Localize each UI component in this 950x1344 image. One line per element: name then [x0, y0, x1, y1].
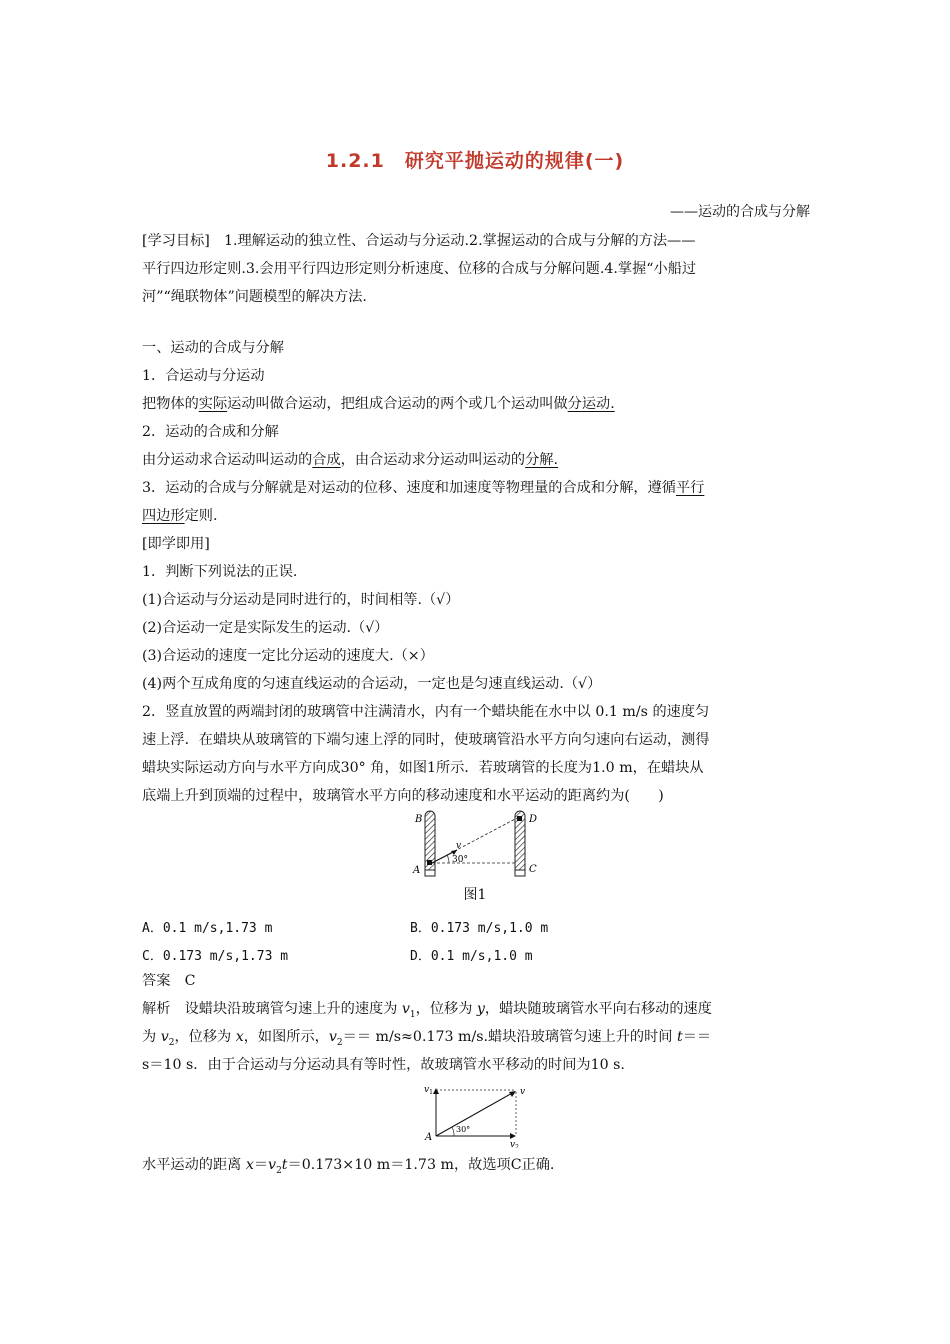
glass-tube-left: [425, 811, 435, 876]
option-d: D．0.1 m/s,1.0 m: [410, 949, 533, 964]
practice-heading: [即学即用]: [142, 536, 210, 552]
tube-base-left: [425, 870, 435, 876]
fill-blank: 平行: [675, 480, 705, 496]
v-arrow: [436, 1092, 514, 1136]
fill-blank: 实际: [198, 396, 228, 412]
item-title: 1．合运动与分运动: [142, 368, 265, 384]
question-2-line: 速上浮．在蜡块从玻璃管的下端匀速上浮的同时，使玻璃管沿水平方向匀速向右运动，测得: [142, 732, 710, 748]
label-d: D: [529, 814, 538, 825]
option-c: C．0.173 m/s,1.73 m: [142, 949, 289, 964]
question-2-line: 底端上升到顶端的过程中，玻璃管水平方向的移动速度和水平运动的距离约为( ): [142, 788, 664, 804]
angle-arc: [447, 855, 449, 863]
question-1: 1．判断下列说法的正误.: [142, 564, 298, 580]
item-body: 把物体的实际运动叫做合运动，把组成合运动的两个或几个运动叫做分运动.: [142, 396, 615, 412]
analysis-block: [142, 967, 812, 1079]
figure-1-caption: 图1: [463, 887, 487, 903]
section-heading: 一、运动的合成与分解: [142, 340, 284, 356]
label-a: A: [425, 1132, 433, 1143]
tube-base-right: [515, 870, 525, 876]
arrowhead-icon: [510, 1133, 516, 1139]
conclusion-line: 水平运动的距离 $x=v_2t=0.173\times 10$ m＝1.73 m，故选项C正确.: [142, 1157, 555, 1176]
label-v2: $v_2$: [510, 1140, 519, 1148]
angle-arc: [452, 1127, 454, 1136]
arrowhead-icon: [433, 1088, 439, 1094]
label-v1: $v_1$: [424, 1085, 433, 1096]
question-2-line: 2．竖直放置的两端封闭的玻璃管中注满清水，内有一个蜡块能在水中以 0.1 m/s 的速度匀: [142, 704, 710, 720]
fill-blank: 分运动.: [567, 396, 615, 412]
section-content: [142, 334, 812, 810]
analysis-line: 解析 设蜡块沿玻璃管匀速上升的速度为 $v_1$，位移为 y，蜡块随玻璃管水平向右移动的速度: [142, 1001, 712, 1020]
fill-blank: 四边形: [142, 508, 185, 524]
objectives-line: [学习目标] 1.理解运动的独立性、合运动与分运动.2.掌握运动的合成与分解的方法——: [142, 233, 696, 249]
question-2-line: 蜡块实际运动方向与水平方向成30° 角，如图1所示．若玻璃管的长度为1.0 m，在蜡块从: [142, 760, 704, 776]
statement: (2)合运动一定是实际发生的运动.（√）: [142, 620, 389, 636]
label-c: C: [529, 864, 537, 875]
statement: (3)合运动的速度一定比分运动的速度大.（×）: [142, 648, 434, 664]
figure-1-diagram: [405, 808, 555, 880]
conclusion-block: [142, 1151, 812, 1179]
label-a: A: [413, 865, 421, 876]
objectives-line: 河”“绳联物体”问题模型的解决方法.: [142, 289, 367, 305]
item-body: 四边形定则.: [142, 508, 218, 524]
item-body: 3．运动的合成与分解就是对运动的位移、速度和加速度等物理量的合成和分解，遵循平行: [142, 480, 705, 496]
page-title: 1.2.1 研究平抛运动的规律(一): [325, 150, 625, 172]
label-v: v: [456, 841, 462, 851]
item-title: 2．运动的合成和分解: [142, 424, 279, 440]
label-v: v: [520, 1087, 526, 1097]
analysis-line: s＝10 s．由于合运动与分运动具有等时性，故玻璃管水平移动的时间为10 s.: [142, 1057, 625, 1073]
objectives-block: [142, 199, 812, 311]
item-body: 由分运动求合运动叫运动的合成，由合运动求分运动叫运动的分解.: [142, 452, 558, 468]
fill-blank: 合成: [312, 452, 341, 468]
page-subtitle: ——运动的合成与分解: [670, 204, 810, 220]
fill-blank: 分解.: [525, 452, 558, 468]
option-b: B．0.173 m/s,1.0 m: [410, 921, 549, 936]
answer-line: 答案 C: [142, 973, 196, 989]
statement: (1)合运动与分运动是同时进行的，时间相等.（√）: [142, 592, 460, 608]
angle-label: 30°: [452, 855, 468, 865]
statement: (4)两个互成角度的匀速直线运动的合运动，一定也是匀速直线运动.（√）: [142, 676, 602, 692]
analysis-line: 为 $v_2$，位移为 x，如图所示，$v_2== m/s\approx 0.173$ m/s.蜡块沿玻璃管匀速上升的时间 t＝＝: [142, 1029, 712, 1048]
wax-block-top: [517, 816, 522, 821]
option-a: A．0.1 m/s,1.73 m: [142, 921, 273, 936]
figure-2-diagram: [420, 1080, 530, 1148]
label-b: B: [415, 814, 423, 825]
objectives-line: 平行四边形定则.3.会用平行四边形定则分析速度、位移的合成与分解问题.4.掌握“小船过: [142, 261, 697, 277]
wax-block: [427, 860, 432, 865]
angle-label: 30°: [456, 1125, 471, 1134]
